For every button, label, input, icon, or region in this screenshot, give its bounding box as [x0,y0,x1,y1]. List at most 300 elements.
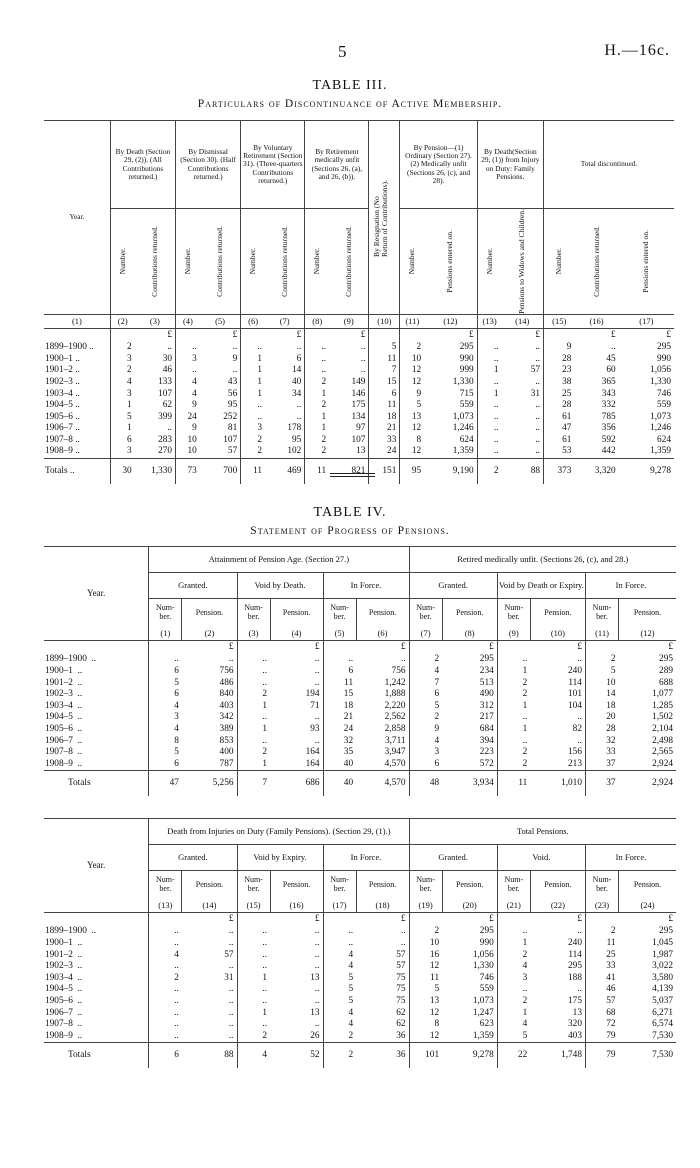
table-cell: 559 [442,984,497,996]
table-cell: .. [522,735,528,746]
table-cell: 5 [348,984,354,995]
table-cell: 756 [356,666,409,678]
table-cell: 5 [174,677,179,688]
table-cell: 10 [429,938,440,949]
table-cell: 9 [192,423,197,434]
column-header-label: Number. [182,248,192,275]
table-cell: 4 [348,1019,354,1030]
table-cell: 2,104 [652,723,673,734]
pound-sign: £ [356,913,409,927]
table-row [44,342,674,354]
column-header [619,209,674,315]
table-cell: .. [270,996,323,1008]
table-cell: .. [262,1019,268,1030]
column-header [585,871,618,899]
column-header [241,209,265,315]
table-cell: 104 [530,701,585,713]
pound-row [44,328,674,342]
column-header: Pension. [530,871,585,899]
column-header [544,209,575,315]
column-header-label: ber. [419,611,432,621]
table-cell: .. [493,353,499,364]
table-cell: 56 [200,389,241,401]
row-label: 1903–4 .. [44,701,149,713]
table-cell: 5 [434,984,440,995]
table-cell: 1 [257,388,263,399]
table-cell: 3 [174,712,179,723]
table-cell: .. [262,961,268,972]
table-cell: .. [522,712,528,723]
table-cell: 295 [530,961,585,973]
table-row [44,973,676,985]
table-cell: 95 [265,435,305,447]
column-header-label: ber. [419,883,432,893]
table-cell: 252 [200,412,241,424]
column-number: (7) [409,627,442,641]
table-cell: 4 [126,377,132,388]
table-cell: 1,330 [650,377,671,388]
pound-sign: £ [356,641,409,655]
pound-sign [241,328,265,342]
table-cell: .. [493,342,499,353]
table-row [44,996,676,1008]
table-cell: 3 [126,353,132,364]
table-cell: 16 [429,949,440,960]
table-cell: 24 [369,447,400,459]
column-number: (13) [482,315,497,326]
table-cell: .. [493,434,499,445]
table-cell: .. [493,377,499,388]
row-label: 1900–1 .. [44,354,110,366]
column-header [497,871,530,899]
table-cell: 2,562 [356,712,409,724]
table-row [44,689,676,701]
table-cell: .. [270,1019,323,1031]
table-cell: .. [356,938,409,950]
table-cell: .. [522,984,528,995]
table-cell: .. [270,961,323,973]
table-cell: 1,359 [650,446,671,457]
table-cell: 592 [601,434,616,445]
table-cell: 57 [356,961,409,973]
table-cell: 295 [659,654,673,665]
column-header [265,209,305,315]
column-header [497,599,530,627]
column-header-label: Number. [312,248,322,275]
pound-sign: £ [530,641,585,655]
pound-sign: £ [666,329,671,340]
table-cell: 3 [126,388,132,399]
column-header-label: ber. [507,883,520,893]
table-cell: 6 [434,758,440,769]
column-header-label: ber. [333,611,346,621]
table-cell: .. [502,342,544,354]
table-cell: 72 [606,1019,616,1030]
column-number: (12) [640,627,655,638]
table-cell: 1,010 [530,770,585,796]
table-cell: 9 [434,723,440,734]
pound-sign [323,913,356,927]
table-cell: 5,256 [182,770,237,796]
row-label: 1899–1900 .. [44,655,149,667]
table-cell: 31 [182,973,237,985]
table-cell: 1,247 [442,1008,497,1020]
table-cell: 146 [329,389,369,401]
table-cell: 41 [606,972,616,983]
table-row [44,366,674,378]
table-cell: 400 [182,747,237,759]
pound-sign: £ [611,329,616,340]
separator-rule [330,476,375,477]
table-cell: 23 [562,365,572,376]
header-row [44,547,676,573]
pound-sign [305,328,329,342]
column-number: (2) [182,627,237,641]
table-cell: 30 [122,465,132,476]
subgroup-header: Granted. [149,573,237,599]
table-cell: 7,530 [652,1049,673,1060]
table-cell: 7 [369,366,400,378]
column-header [237,871,270,899]
table-cell: 73 [187,465,197,476]
group-header: By Death (Section 29, (2)). (All Contributions returned.) [110,121,175,209]
pound-sign [110,328,134,342]
table-cell: 6 [348,666,354,677]
table-cell: .. [321,353,327,364]
table-row [44,655,676,667]
table-row [44,412,674,424]
pound-sign [44,913,149,927]
table-cell: 853 [182,736,237,748]
table-cell: 2 [262,689,268,700]
table-cell: 785 [601,411,616,422]
column-number: (10) [369,314,400,328]
column-number: (9) [497,627,530,641]
table-cell: 6 [434,689,440,700]
column-header: Pension. [442,599,497,627]
column-number: (15) [237,899,270,913]
column-number: (11) [585,627,618,641]
table-cell: 1,330 [135,458,176,484]
table-cell: 4 [174,723,179,734]
table-cell: .. [257,342,263,353]
table-cell: .. [270,736,323,748]
table-row [44,747,676,759]
table-cell: 37 [606,777,616,788]
column-header [409,871,442,899]
table-cell: .. [265,342,305,354]
pound-row [44,641,676,655]
column-header [585,599,618,627]
table-cell: 3,934 [442,770,497,796]
table-cell: 12 [411,377,422,388]
table-row [44,400,674,412]
column-number: (6) [356,627,409,641]
table-row [44,961,676,973]
column-header-label: Number. [248,248,258,275]
row-label: 1905–6 .. [44,412,110,424]
table-cell: 151 [369,458,400,484]
table-cell: 1,359 [424,447,477,459]
table-cell: 95 [411,465,422,476]
column-number: (1) [149,627,182,641]
table-cell: 2,924 [652,758,673,769]
table-cell: .. [502,400,544,412]
table-cell: 11 [253,465,263,476]
year-header: Year. [69,212,85,222]
table-cell: 11 [369,354,400,366]
table-cell: 40 [343,758,354,769]
table-cell: .. [135,423,176,435]
table-cell: .. [174,995,179,1006]
column-number: (22) [530,899,585,913]
table-cell: 2 [522,677,528,688]
column-header-label: Contributions returned. [279,225,289,297]
pound-sign: £ [265,328,305,342]
table-cell: 2 [610,654,616,665]
column-header [176,209,200,315]
table-cell: 213 [530,759,585,771]
table-cell: 295 [442,655,497,667]
table-cell: .. [135,342,176,354]
table-cell: 3 [126,446,132,457]
row-label: 1907–8 .. [44,435,110,447]
table-cell: 1,888 [356,689,409,701]
pound-sign [477,328,501,342]
year-header: Year. [44,819,149,913]
table-cell: 21 [369,423,400,435]
table-cell: 373 [557,465,572,476]
table-cell: 28 [562,353,572,364]
table-cell: .. [262,666,268,677]
table-cell: 6,574 [652,1019,673,1030]
subgroup-header: Granted. [409,845,497,871]
column-header-label: Num- [330,603,349,613]
column-header-label: ber. [159,883,172,893]
table-cell: 342 [182,712,237,724]
row-label: 1906–7 .. [44,423,110,435]
pound-sign [585,641,618,655]
table-cell: .. [270,938,323,950]
table-cell: 2 [434,712,440,723]
table-cell: 2 [348,1030,354,1041]
table-cell: 149 [329,377,369,389]
subgroup-header: Void by Expiry. [237,845,323,871]
table-cell: .. [182,984,237,996]
table-cell: .. [192,365,197,376]
group-header: By Resignation (No Return of Contributions). [372,180,390,258]
column-header-label: Num- [155,875,175,885]
table-cell: 178 [265,423,305,435]
table-cell: .. [182,1008,237,1020]
row-label: 1904–5 .. [44,400,110,412]
table-cell: .. [262,984,268,995]
table-cell: 990 [424,354,477,366]
column-number: (3) [237,627,270,641]
table-cell: .. [611,342,616,353]
table-cell: 68 [606,1007,616,1018]
table-cell: 746 [442,973,497,985]
table-cell: .. [348,926,354,937]
table-cell: 787 [182,759,237,771]
row-label: 1908–9 .. [44,1031,149,1043]
table-cell: 18 [343,700,354,711]
row-label: 1907–8 .. [44,747,149,759]
table-cell: 11 [430,972,440,983]
column-number: (17) [323,899,356,913]
table-cell: .. [270,666,323,678]
table-cell: 9,278 [650,465,671,476]
pound-sign: £ [135,328,176,342]
column-header-label: Num- [592,875,612,885]
table-cell: 3 [522,972,528,983]
table4-subtitle: Statement of Progress of Pensions. [250,525,450,537]
column-header [329,209,369,315]
table-cell: 13 [270,1008,323,1020]
table-cell: 283 [135,435,176,447]
subgroup-header: In Force. [615,852,647,863]
table-cell: 5 [369,342,400,354]
column-number: (5) [200,314,241,328]
table-cell: 1,502 [652,712,673,723]
column-header-label: Num- [244,875,263,885]
table-cell: .. [200,342,241,354]
table-cell: 32 [606,735,616,746]
table-cell: 1,073 [442,996,497,1008]
table-cell: 1 [126,400,132,411]
table4-continued [44,818,676,1068]
column-header: Pension. [270,871,323,899]
table-cell: 5 [416,400,422,411]
table-cell: .. [530,736,585,748]
column-number: (14) [502,314,544,328]
table-cell: 4 [434,666,440,677]
column-header-label: Num- [592,603,612,613]
table-cell: 1,285 [652,700,673,711]
table-cell: 1 [262,972,268,983]
table-cell: 21 [343,712,354,723]
pound-sign: £ [270,641,323,655]
table-cell: .. [257,400,263,411]
table-cell: 990 [657,353,671,364]
table-cell: 1,077 [652,689,673,700]
column-header-label: ber. [596,611,608,621]
table-cell: 24 [343,723,354,734]
column-number: (8) [442,627,497,641]
table-cell: 28 [562,400,572,411]
table-cell: .. [265,400,305,412]
table-cell: 3 [257,423,263,434]
table-cell: 1,073 [650,411,671,422]
table-cell: 2,565 [652,747,673,758]
table-cell: 75 [356,996,409,1008]
table-cell: 40 [343,777,354,788]
table-cell: 48 [429,777,440,788]
pound-sign [44,641,149,655]
subgroup-header: Void by Death. [237,573,323,599]
page-number: 5 [338,42,347,61]
table-cell: 4 [262,1049,268,1060]
table-cell: 1 [321,411,327,422]
table-cell: 13 [270,973,323,985]
table-row [44,389,674,401]
column-header-label: Num- [504,875,524,885]
row-label: 1905–6 .. [44,724,149,736]
table-cell: 1 [257,365,263,376]
pound-sign: £ [530,913,585,927]
table-cell: 403 [530,1031,585,1043]
table-cell: 11 [317,465,327,476]
table-cell: 62 [356,1008,409,1020]
table-cell: .. [262,926,268,937]
group-header: Total discontinued. [544,121,674,209]
table-cell: 24 [187,411,197,422]
table-cell: 7,530 [652,1030,673,1041]
pound-sign [323,641,356,655]
column-number: (7) [265,314,305,328]
table-cell: 1,073 [424,412,477,424]
table-cell: .. [174,654,179,665]
table-row [44,423,674,435]
pound-sign [409,913,442,927]
table-cell: 295 [657,342,671,353]
table-cell: 559 [424,400,477,412]
column-header [149,871,182,899]
table-cell: .. [262,712,268,723]
table-cell: 1 [262,723,268,734]
table-cell: .. [530,927,585,939]
column-header-label: Number. [117,248,127,275]
table-cell: 10 [411,353,422,364]
table-cell: 1 [522,723,528,734]
table-cell: 1 [493,388,499,399]
table-cell: 25 [606,949,616,960]
table-cell: .. [270,984,323,996]
column-number: (16) [589,315,604,326]
column-header-label: Pensions entered on. [641,230,651,293]
table-cell: 134 [329,412,369,424]
table-cell: 240 [530,666,585,678]
table-cell: 47 [169,777,179,788]
table-cell: .. [265,412,305,424]
row-label: 1906–7 .. [44,1008,149,1020]
table-cell: .. [270,950,323,962]
row-label: 1907–8 .. [44,1019,149,1031]
table-cell: 289 [659,666,673,677]
table-cell: 270 [135,447,176,459]
table-cell: 61 [562,434,572,445]
column-header [502,209,544,315]
table-cell: 164 [270,747,323,759]
column-header [400,209,424,315]
table-cell: 4 [348,949,354,960]
table-cell: 10 [606,677,616,688]
table-row [44,701,676,713]
table-cell: 1 [257,377,263,388]
table-cell: 57 [502,366,544,378]
table-cell: 312 [442,701,497,713]
table-cell: 1 [493,365,499,376]
table-cell: .. [270,712,323,724]
table-cell: 15 [343,689,354,700]
table-cell: 14 [265,366,305,378]
column-header-label: ber. [247,611,260,621]
table-cell: 365 [601,377,616,388]
table-cell: .. [502,377,544,389]
column-header: Pension. [633,879,662,889]
table-cell: 1,748 [530,1042,585,1068]
column-header-label: Num- [416,603,435,613]
